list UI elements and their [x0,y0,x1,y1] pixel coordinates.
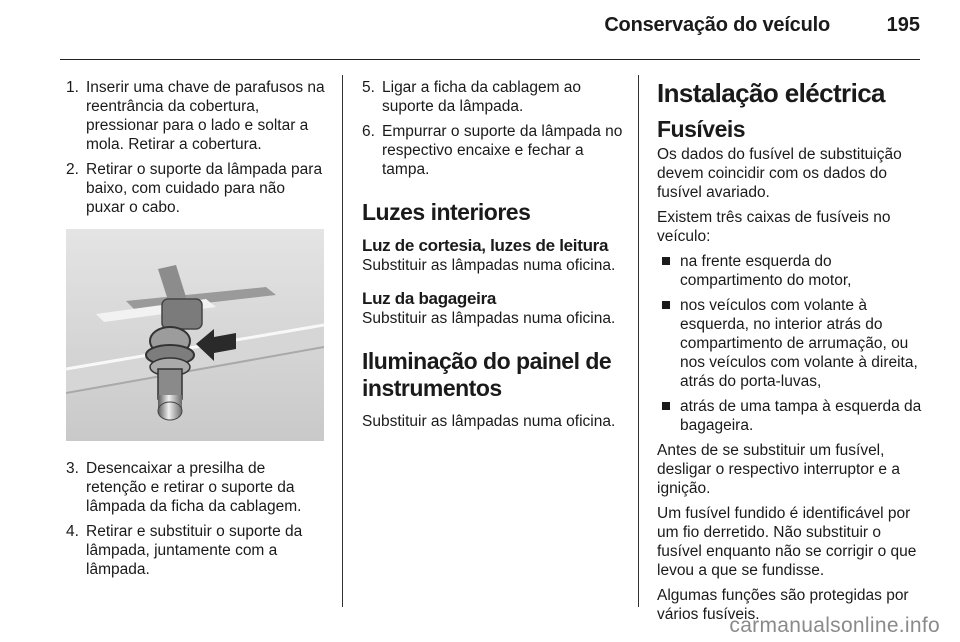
watermark: carmanualsonline.info [729,614,940,637]
step-number: 5. [362,79,375,96]
step-text: Desencaixar a presilha de retenção e retirar o suporte da lâmpada da ficha da cablagem. [86,460,302,515]
step-number: 2. [66,161,79,178]
luggage-light-text: Substituir as lâmpadas numa oficina. [362,310,616,327]
step-text: Retirar o suporte da lâmpada para baixo, com cuidado para não puxar o cabo. [86,161,323,216]
step-5 [362,78,624,116]
step-number: 4. [66,523,79,540]
step-number: 3. [66,460,79,477]
step-text: Ligar a ficha da cablagem ao suporte da lâmpada. [382,79,582,115]
step-text: Inserir uma chave de parafusos na reentrância da cobertura, pressionar para o lado e soltar a mola. Retirar a cobertura. [86,79,325,153]
step-text: Retirar e substituir o suporte da lâmpada, juntamente com a lâmpada. [86,523,303,578]
step-number: 1. [66,79,79,96]
bullet-icon [662,257,670,265]
bullet-icon [662,402,670,410]
subheading-courtesy-lights: Luz de cortesia, luzes de leitura [362,236,609,255]
step-2 [66,160,328,217]
page-header-title: Conservação do veículo [604,14,830,36]
column-1 [66,78,328,585]
bullet-icon [662,301,670,309]
fuses-paragraph-2: Existem três caixas de fusíveis no veículo: [657,209,891,245]
fuses-paragraph-4: Um fusível fundido é identificável por um fio derretido. Não substituir o fusível enquanto não se corrigir o que levou a que se fundisse. [657,505,917,579]
fuses-paragraph-5: Algumas funções são protegidas por vários fusíveis. [657,587,909,623]
instrument-panel-text: Substituir as lâmpadas numa oficina. [362,413,616,430]
step-text: Empurrar o suporte da lâmpada no respectivo encaixe e fechar a tampa. [382,123,623,178]
step-3 [66,459,328,516]
step-6 [362,122,624,179]
step-4 [66,522,328,579]
subheading-luggage-light: Luz da bagageira [362,289,497,308]
list-item: na frente esquerda do compartimento do motor, [657,252,925,290]
lamp-holder-photo [66,229,324,441]
step-number: 6. [362,123,375,140]
list-item: atrás de uma tampa à esquerda da bagageira. [657,397,925,435]
fuses-paragraph-1: Os dados do fusível de substituição devem coincidir com os dados do fusível avariado. [657,146,902,201]
section-heading-electrical: Instalação eléctrica [657,78,885,108]
page-number: 195 [886,14,920,36]
column-divider-1 [342,75,343,607]
subheading-fuses: Fusíveis [657,116,746,142]
column-divider-2 [638,75,639,607]
fuses-paragraph-3: Antes de se substituir um fusível, desligar o respectivo interruptor e a ignição. [657,442,900,497]
column-2 [362,78,624,437]
column-3 [657,78,925,630]
section-heading-interior-lights: Luzes interiores [362,199,531,225]
step-1 [66,78,328,154]
list-item: nos veículos com volante à esquerda, no interior atrás do compartimento de arrumação, ou nos veículos com volante à direita, atrás do porta-luvas, [657,296,925,391]
courtesy-lights-text: Substituir as lâmpadas numa oficina. [362,257,616,274]
section-heading-instrument-panel: Iluminação do painel de instrumentos [362,348,612,401]
header-divider [60,59,920,60]
